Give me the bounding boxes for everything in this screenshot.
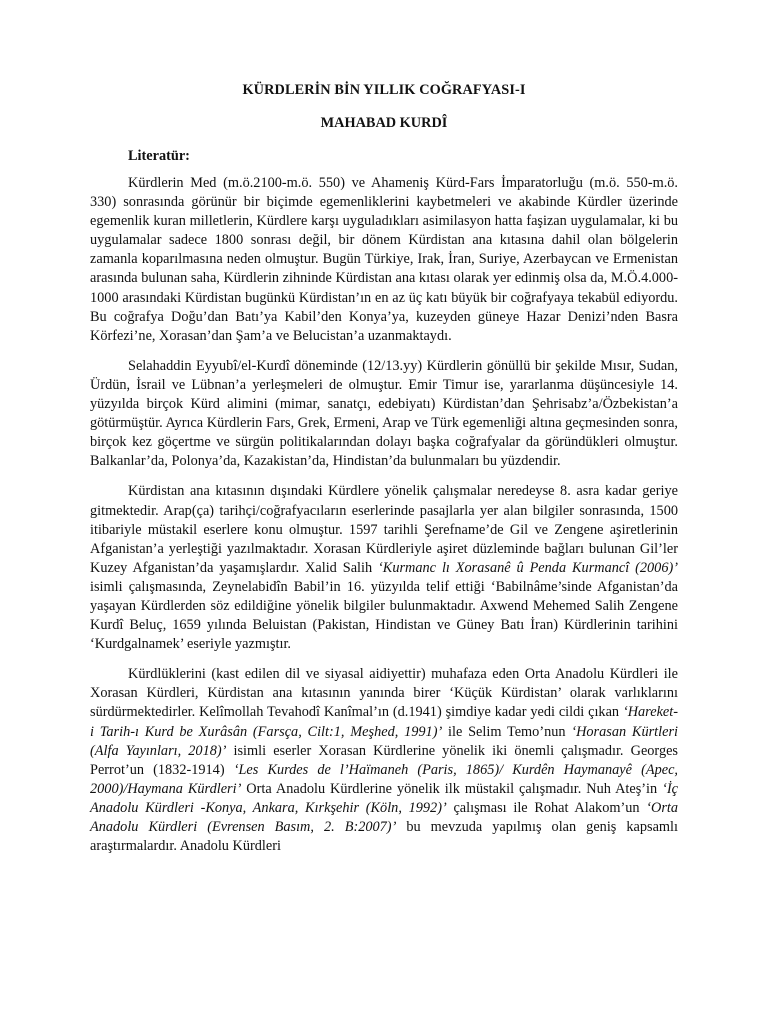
paragraph-text: isimli eserler Xorasan Kürdlerine yönelik iki önemli çalışmadır. Georges Perrot’un (1832-1914) [90, 742, 678, 778]
section-heading: Literatür: [128, 148, 190, 164]
document-author: MAHABAD KURDÎ [320, 115, 448, 131]
work-title-citation: ‘Hareket-i Tarih-ı Kurd be Xurâsân (Farsça, Cilt:1, Meşhed, 1991)’ [90, 704, 678, 740]
work-title-citation: ‘Orta Anadolu Kürdleri (Evrensen Basım, 2. B:2007)’ [90, 799, 679, 835]
paragraph-text: çalışması ile Rohat Alakom’un [446, 799, 647, 816]
paragraph-text: bu mevzuda yapılmış olan geniş kapsamlı araştırmalardır. Anadolu Kürdleri [90, 819, 678, 855]
work-title-citation: ‘Kurmanc lı Xorasanê û Penda Kurmancî (2006)’ [378, 559, 678, 576]
paragraph-text: isimli çalışmasında, Zeynelabidîn Babil’in 16. yüzyılda telif ettiği ‘Babilnâme’sinde Afganistan’da yaşayan Kürdlerden söz edildiğine yönelik bilgiler bulunmaktadır. Axwend Mehemed Salih Zengene Kurdî Beluç, 1659 yılında Beluistan (Pakistan, Hindistan ve Güney Batı İran) Kürdlerinin tarihini ‘Kurdgalnamek’ eseriyle yazmıştır. [90, 578, 678, 653]
paragraph [90, 665, 678, 856]
work-title-citation: ‘Les Kurdes de l’Haïmaneh (Paris, 1865)/ Kurdên Haymanayê (Apec, 2000)/Haymana Kürdleri’ [90, 761, 678, 797]
work-title-citation: ‘İç Anadolu Kürdleri -Konya, Ankara, Kırkşehir (Köln, 1992)’ [90, 780, 678, 816]
paragraph-text: ile Selim Temo’nun [442, 723, 572, 740]
paragraph-text: Kürdistan ana kıtasının dışındaki Kürdlere yönelik çalışmalar neredeyse 8. asra kadar geriye gitmektedir. Arap(ça) tarihçi/coğrafyacıların eserlerinde pasajlarla yer alan bilgiler sonrasında, 1500 itibariyle müstakil eserlere konu olmuştur. 1597 tarihli Şerefname’de Gil ve Zengene aşiretlerinin Afganistan’a yerleştiği yazılmaktadır. Xorasan Kürdleriyle aşiret düzleminde bağları bulunan Gil’ler Kuzey Afganistan’da yaşamışlardır. Xalid Salih [90, 483, 678, 576]
work-title-citation: ‘Horasan Kürtleri (Alfa Yayınları, 2018)’ [90, 723, 678, 759]
paragraph-text: Kürdlerin Med (m.ö.2100-m.ö. 550) ve Ahameniş Kürd-Fars İmparatorluğu (m.ö. 550-m.ö. 330) sonrasında görünür bir biçimde egemenliklerini kaybetmeleri ve akabinde Kürdler üzerinde egemenlik kuran milletlerin, Kürdlere karşı uyguladıkları asimilasyon hatta faşizan uygulamalar, ki bu uygulamalar sadece 1800 sonrası değil, bir dönem Kürdistan ana kıtasına dahil olan bölgelerin zamanla koparılmasına neden olmuştur. Bugün Türkiye, Irak, İran, Suriye, Azerbaycan ve Ermenistan arasında bulunan saha, Kürdlerin zihninde Kürdistan ana kıtası olarak yer edinmiş olsa da, M.Ö.4.000-1000 arasındaki Kürdistan bugünkü Kürdistan’ın en az üç katı büyük bir coğrafyaya tekabül ediyordu. Bu coğrafya Doğu’dan Batı’ya Kabil’den Konya’ya, kuzeyden güneye Hazar Denizi’nden Basra Körfezi’ne, Xorasan’dan Şam’a ve Belucistan’a uzanmaktaydı. [90, 175, 678, 344]
paragraph-text: Kürdlüklerini (kast edilen dil ve siyasal aidiyettir) muhafaza eden Orta Anadolu Kürdleri ile Xorasan Kürdleri, Kürdistan ana kıtasının yanında birer ‘Küçük Kürdistan’ olarak varlıklarını sürdürmektedirler. Kelîmollah Tevahodî Kanîmal’ın (d.1941) şimdiye kadar yedi cildi çıkan [90, 666, 678, 721]
paragraph-text: Orta Anadolu Kürdlerine yönelik ilk müstakil çalışmadır. Nuh Ateş’in [241, 780, 663, 797]
paragraph [90, 174, 678, 346]
document-title: KÜRDLERİN BİN YILLIK COĞRAFYASI-I [242, 82, 526, 98]
paragraph [90, 482, 678, 654]
paragraph [90, 357, 678, 472]
paragraph-text: Selahaddin Eyyubî/el-Kurdî döneminde (12/13.yy) Kürdlerin gönüllü bir şekilde Mısır, Sudan, Ürdün, İsrail ve Lübnan’a yerleşmeleri de olmuştur. Emir Timur ise, yararlanma düşüncesiyle 14. yüzyılda birçok Kürd alimini (mimar, sanatçı, edebiyatı) Kürdistan’dan Şehrisabz’a/Özbekistan’a götürmüştür. Ayrıca Kürdlerin Fars, Grek, Ermeni, Arap ve Türk egemenliği altına geçmesinden sonra, birçok kez göçertme ve sürgün politikalarından dolayı başka coğrafyalar da göründükleri olmuştur. Balkanlar’da, Polonya’da, Kazakistan’da, Hindistan’da bulunmaları bu yüzdendir. [90, 357, 678, 470]
